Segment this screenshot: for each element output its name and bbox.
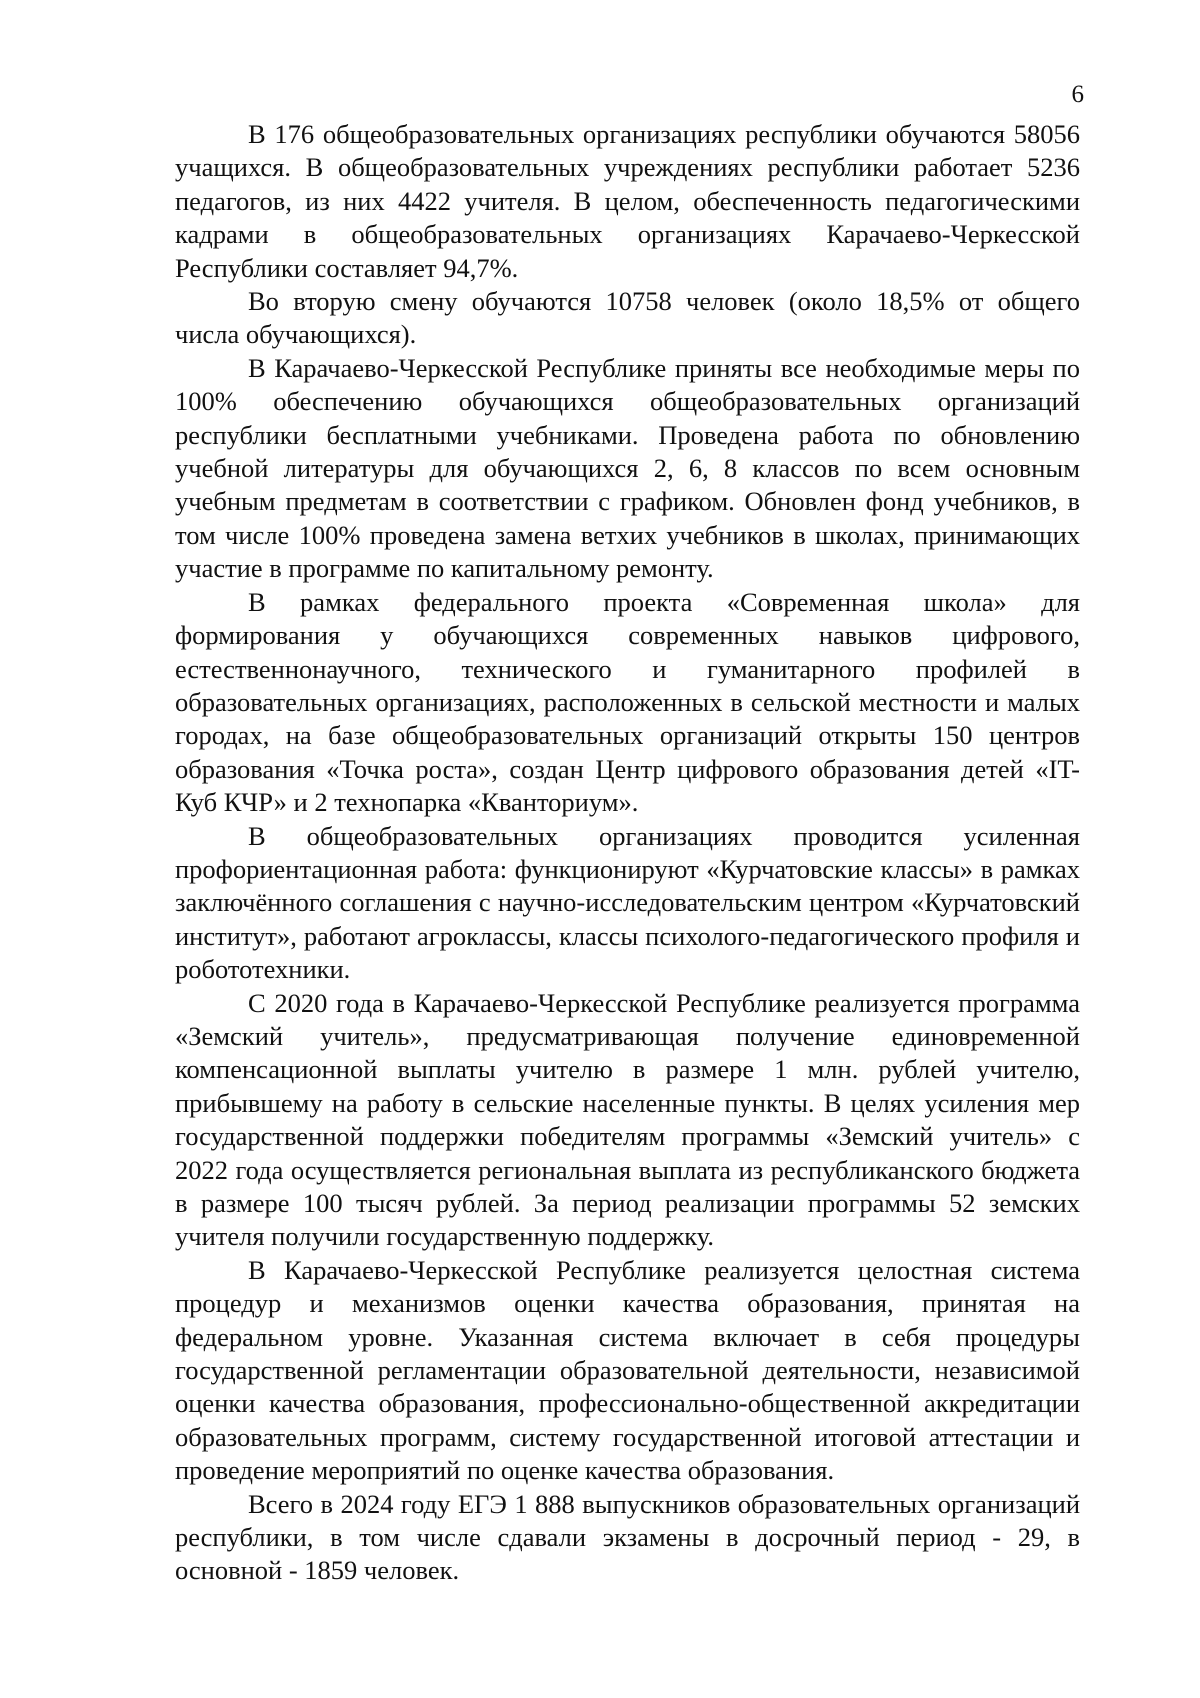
paragraph-textbooks: В Карачаево-Черкесской Республике приняты все необходимые меры по 100% обеспечению обучающихся общеобразовательных организаций республики бесплатными учебниками. Проведена работа по обновлению учебной литературы для обучающихся 2, 6, 8 классов по всем основным учебным предметам в соответствии с графиком. Обновлен фонд учебников, в том числе 100% проведена замена ветхих учебников в школах, принимающих участие в программе по капитальному ремонту. — [175, 352, 1080, 584]
paragraph-second-shift: Во вторую смену обучаются 10758 человек (около 18,5% от общего числа обучающихся). — [175, 286, 1080, 350]
paragraph-modern-school-project: В рамках федерального проекта «Современная школа» для формирования у обучающихся современных навыков цифрового, естественнонаучного, технического и гуманитарного профилей в образовательных организациях, расположенных в сельской местности и малых городах, на базе общеобразовательных организаций открыты 150 центров образования «Точка роста», создан Центр цифрового образования детей «IT-Куб КЧР» и 2 технопарка «Кванториум». — [175, 586, 1080, 818]
paragraph-zemsky-teacher: С 2020 года в Карачаево-Черкесской Республике реализуется программа «Земский учитель», предусматривающая получение единовременной компенсационной выплаты учителю в размере 1 млн. рублей учителю, прибывшему на работу в сельские населенные пункты. В целях усиления мер государственной поддержки победителям программы «Земский учитель» с 2022 года осуществляется региональная выплата из республиканского бюджета в размере 100 тысяч рублей. За период реализации программы 52 земских учителя получили государственную поддержку. — [175, 987, 1080, 1252]
paragraph-students-and-teachers: В 176 общеобразовательных организациях республики обучаются 58056 учащихся. В общеобразовательных учреждениях республики работает 5236 педагогов, из них 4422 учителя. В целом, обеспеченность педагогическими кадрами в общеобразовательных организациях Карачаево-Черкесской Республики составляет 94,7%. — [175, 119, 1080, 283]
document-body — [175, 118, 1080, 1588]
paragraph-ege-2024: Всего в 2024 году ЕГЭ 1 888 выпускников образовательных организаций республики, в том числе сдавали экзамены в досрочный период - 29, в основной - 1859 человек. — [175, 1488, 1080, 1586]
paragraph-career-guidance: В общеобразовательных организациях проводится усиленная профориентационная работа: функционируют «Курчатовские классы» в рамках заключённого соглашения с научно-исследовательским центром «Курчатовский институт», работают агроклассы, классы психолого-педагогического профиля и робототехники. — [175, 820, 1080, 985]
page-number: 6 — [1071, 81, 1084, 108]
paragraph-quality-assessment: В Карачаево-Черкесской Республике реализуется целостная система процедур и механизмов оценки качества образования, принятая на федеральном уровне. Указанная система включает в себя процедуры государственной регламентации образовательной деятельности, независимой оценки качества образования, профессионально-общественной аккредитации образовательных программ, систему государственной итоговой аттестации и проведение мероприятий по оценке качества образования. — [175, 1254, 1080, 1486]
